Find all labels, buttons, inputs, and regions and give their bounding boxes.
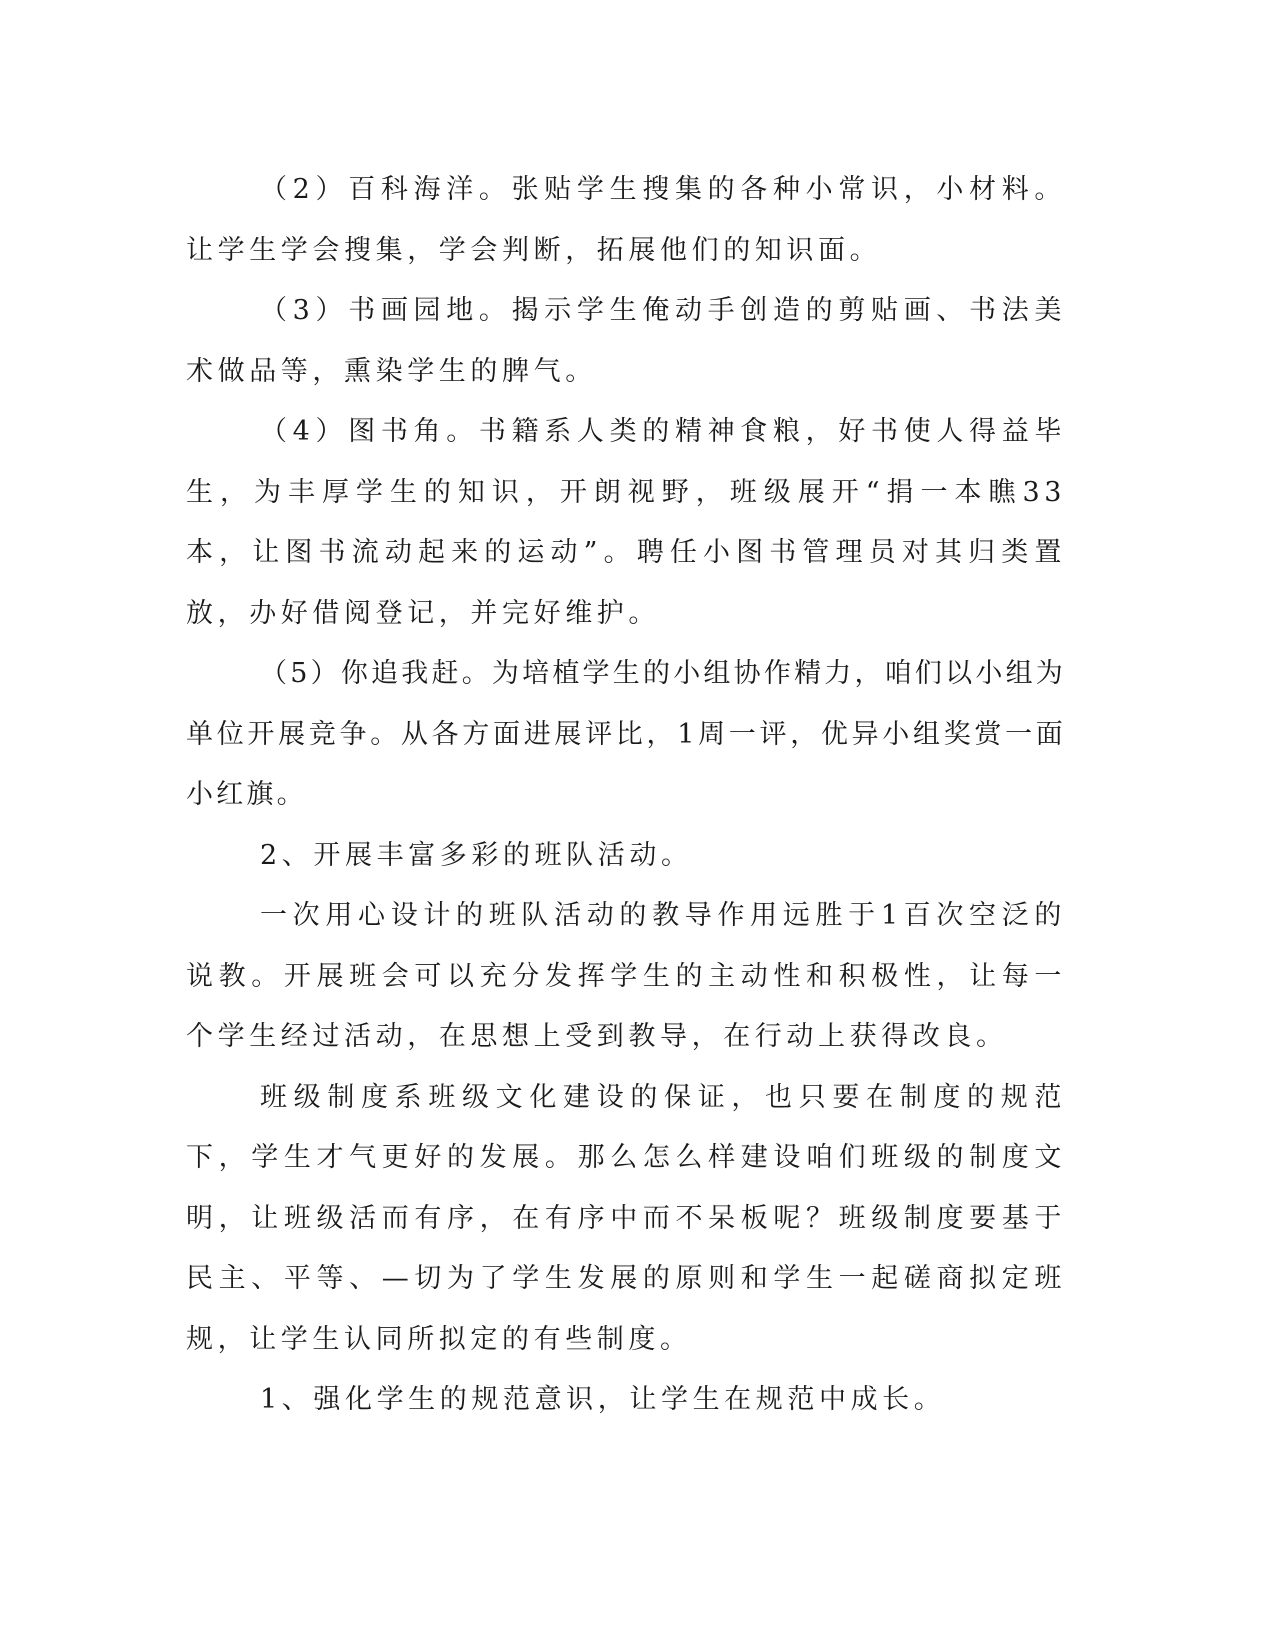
section-heading-bandui-huodong: 2、开展丰富多彩的班队活动。 [260, 839, 693, 871]
document-body [186, 160, 1066, 1431]
paragraph-banji-zhidu: 班级制度系班级文化建设的保证，也只要在制度的规范下，学生才气更好的发展。那么怎么样建设咱们班级的制度文明，让班级活而有序，在有序中而不呆板呢？班级制度要基于民主、平等、—切为了学生发展的原则和学生一起磋商拟定班规，让学生认同所拟定的有些制度。 [186, 1081, 1066, 1355]
paragraph-baike-haiyang: （2）百科海洋。张贴学生搜集的各种小常识，小材料。让学生学会搜集，学会判断，拓展他们的知识面。 [186, 174, 1066, 266]
paragraph-shuhua-yuandi: （3）书画园地。揭示学生俺动手创造的剪贴画、书法美术做品等，熏染学生的脾气。 [186, 295, 1066, 387]
paragraph-tushu-jiao: （4）图书角。书籍系人类的精神食粮，好书使人得益毕生，为丰厚学生的知识，开朗视野，班级展开“捐一本瞧33本，让图书流动起来的运动”。聘任小图书管理员对其归类置放，办好借阅登记，并完好维护。 [186, 416, 1066, 629]
paragraph-nizhui-wogan: （5）你追我赶。为培植学生的小组协作精力，咱们以小组为单位开展竞争。从各方面进展评比，1周一评，优异小组奖赏一面小红旗。 [186, 658, 1066, 810]
section-heading-guifan-yishi: 1、强化学生的规范意识，让学生在规范中成长。 [260, 1384, 946, 1415]
paragraph-bandui-huodong: 一次用心设计的班队活动的教导作用远胜于1百次空泛的说教。开展班会可以充分发挥学生的主动性和积极性，让每一个学生经过活动，在思想上受到教导，在行动上获得改良。 [186, 900, 1066, 1052]
